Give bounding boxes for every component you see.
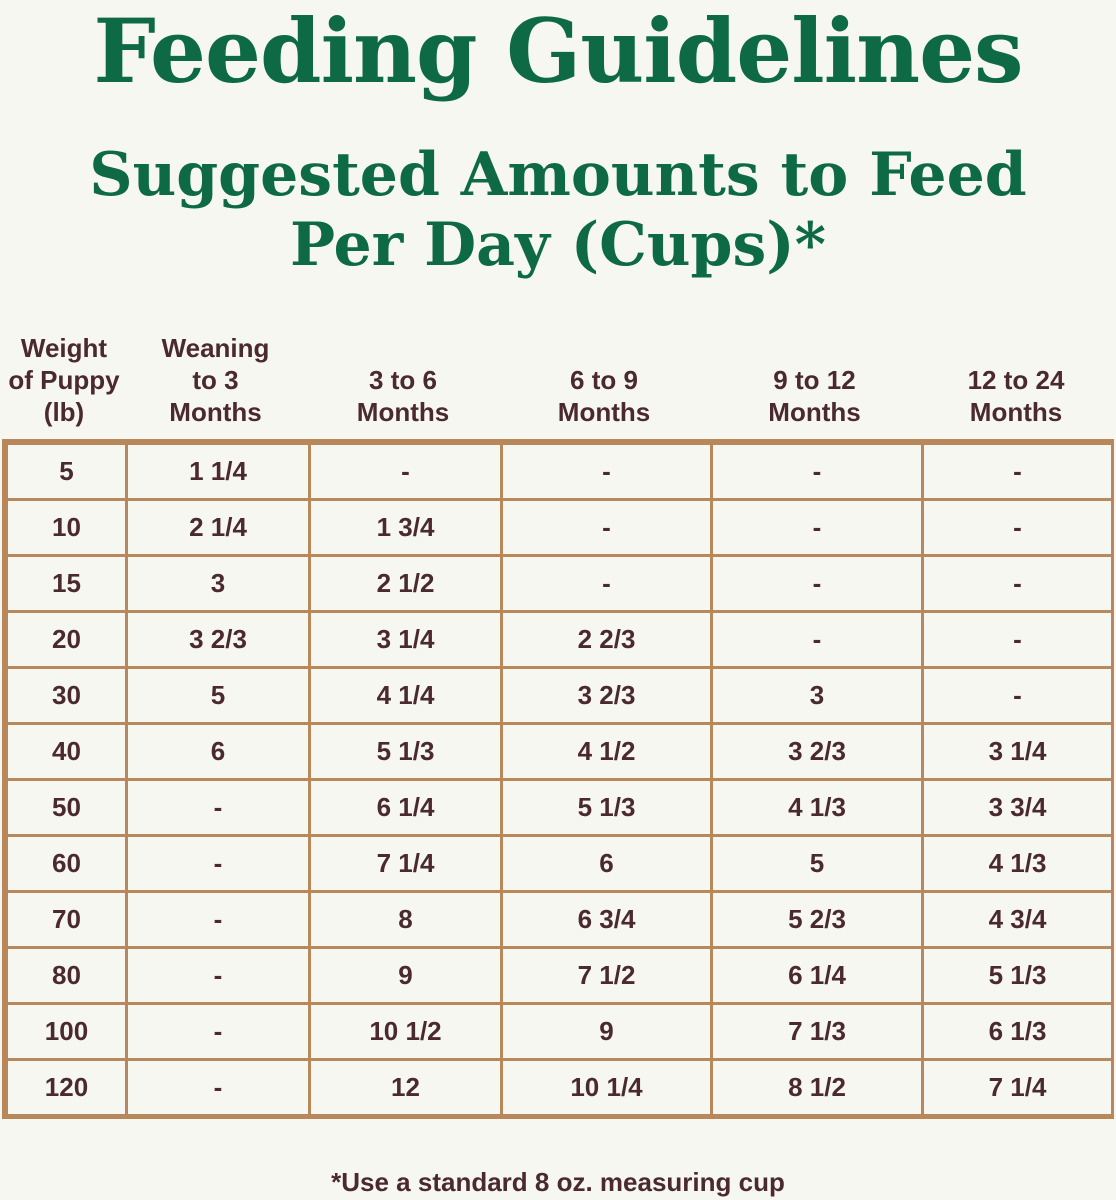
table-cell-3-to-6-months: 1 3/4: [310, 500, 502, 556]
feeding-table-grid: [5, 442, 1114, 1117]
table-cell-6-to-9-months: -: [502, 444, 712, 500]
table-row: [7, 780, 1113, 836]
table-row: [7, 836, 1113, 892]
table-cell-6-to-9-months: 7 1/2: [502, 948, 712, 1004]
table-row: [7, 892, 1113, 948]
table-cell-9-to-12-months: 3 2/3: [712, 724, 923, 780]
table-cell-weaning-to-3-months: -: [127, 836, 310, 892]
table-cell-weaning-to-3-months: -: [127, 892, 310, 948]
table-cell-weight: 20: [7, 612, 127, 668]
table-cell-12-to-24-months: 3 1/4: [923, 724, 1113, 780]
table-cell-weight: 80: [7, 948, 127, 1004]
table-cell-weight: 100: [7, 1004, 127, 1060]
table-cell-3-to-6-months: 9: [310, 948, 502, 1004]
table-cell-3-to-6-months: 5 1/3: [310, 724, 502, 780]
table-cell-12-to-24-months: 4 1/3: [923, 836, 1113, 892]
page-subtitle: [0, 140, 1116, 280]
table-cell-9-to-12-months: 3: [712, 668, 923, 724]
table-cell-9-to-12-months: 8 1/2: [712, 1060, 923, 1116]
table-cell-3-to-6-months: 10 1/2: [310, 1004, 502, 1060]
table-cell-weaning-to-3-months: 3 2/3: [127, 612, 310, 668]
table-header-row: [4, 324, 1112, 436]
table-cell-6-to-9-months: 6: [502, 836, 712, 892]
table-body: [7, 444, 1113, 1116]
table-row: [7, 948, 1113, 1004]
table-cell-weight: 15: [7, 556, 127, 612]
footnote: *Use a standard 8 oz. measuring cup: [331, 1167, 785, 1197]
table-cell-6-to-9-months: 5 1/3: [502, 780, 712, 836]
table-cell-12-to-24-months: 7 1/4: [923, 1060, 1113, 1116]
subtitle-line-1: Suggested Amounts to Feed: [89, 140, 1027, 210]
column-header-3-to-6-months: 3 to 6 Months: [356, 365, 450, 427]
table-cell-6-to-9-months: 9: [502, 1004, 712, 1060]
table-cell-3-to-6-months: 6 1/4: [310, 780, 502, 836]
table-cell-weaning-to-3-months: 5: [127, 668, 310, 724]
table-cell-3-to-6-months: 7 1/4: [310, 836, 502, 892]
table-cell-weaning-to-3-months: 6: [127, 724, 310, 780]
table-cell-9-to-12-months: 5 2/3: [712, 892, 923, 948]
table-cell-3-to-6-months: 4 1/4: [310, 668, 502, 724]
table-row: [7, 556, 1113, 612]
table-cell-9-to-12-months: 6 1/4: [712, 948, 923, 1004]
table-cell-12-to-24-months: -: [923, 612, 1113, 668]
table-cell-weight: 5: [7, 444, 127, 500]
table-cell-3-to-6-months: 8: [310, 892, 502, 948]
table-cell-9-to-12-months: 4 1/3: [712, 780, 923, 836]
column-header-weaning-to-3-months: Weaning to 3 Months: [161, 333, 270, 427]
table-cell-3-to-6-months: 2 1/2: [310, 556, 502, 612]
table-cell-6-to-9-months: -: [502, 500, 712, 556]
column-header-12-to-24-months: 12 to 24 Months: [967, 365, 1065, 427]
table-row: [7, 612, 1113, 668]
column-header-9-to-12-months: 9 to 12 Months: [768, 365, 861, 427]
table-cell-9-to-12-months: -: [712, 500, 923, 556]
table-row: [7, 668, 1113, 724]
table-cell-6-to-9-months: 10 1/4: [502, 1060, 712, 1116]
table-cell-12-to-24-months: 4 3/4: [923, 892, 1113, 948]
feeding-table: [2, 439, 1114, 1119]
table-cell-weight: 70: [7, 892, 127, 948]
table-row: [7, 444, 1113, 500]
table-cell-3-to-6-months: 12: [310, 1060, 502, 1116]
table-cell-weight: 120: [7, 1060, 127, 1116]
table-cell-6-to-9-months: 4 1/2: [502, 724, 712, 780]
column-header-6-to-9-months: 6 to 9 Months: [557, 365, 651, 427]
table-cell-weaning-to-3-months: 2 1/4: [127, 500, 310, 556]
table-cell-weaning-to-3-months: 3: [127, 556, 310, 612]
table-cell-6-to-9-months: 6 3/4: [502, 892, 712, 948]
table-row: [7, 1060, 1113, 1116]
table-cell-6-to-9-months: 2 2/3: [502, 612, 712, 668]
table-cell-12-to-24-months: -: [923, 668, 1113, 724]
table-cell-6-to-9-months: 3 2/3: [502, 668, 712, 724]
table-cell-weaning-to-3-months: -: [127, 1004, 310, 1060]
table-cell-3-to-6-months: 3 1/4: [310, 612, 502, 668]
table-cell-weight: 10: [7, 500, 127, 556]
subtitle-line-2: Per Day (Cups)*: [289, 210, 827, 280]
table-cell-12-to-24-months: -: [923, 556, 1113, 612]
page-title: Feeding Guidelines: [93, 0, 1023, 103]
table-cell-weaning-to-3-months: 1 1/4: [127, 444, 310, 500]
table-cell-12-to-24-months: 3 3/4: [923, 780, 1113, 836]
table-cell-weaning-to-3-months: -: [127, 948, 310, 1004]
table-cell-weight: 40: [7, 724, 127, 780]
table-cell-3-to-6-months: -: [310, 444, 502, 500]
table-cell-weaning-to-3-months: -: [127, 780, 310, 836]
table-cell-12-to-24-months: -: [923, 444, 1113, 500]
table-cell-weaning-to-3-months: -: [127, 1060, 310, 1116]
table-cell-6-to-9-months: -: [502, 556, 712, 612]
table-cell-9-to-12-months: -: [712, 556, 923, 612]
table-row: [7, 1004, 1113, 1060]
table-cell-12-to-24-months: 5 1/3: [923, 948, 1113, 1004]
table-cell-12-to-24-months: 6 1/3: [923, 1004, 1113, 1060]
table-cell-weight: 60: [7, 836, 127, 892]
table-cell-9-to-12-months: -: [712, 612, 923, 668]
table-cell-9-to-12-months: 5: [712, 836, 923, 892]
table-cell-weight: 30: [7, 668, 127, 724]
table-cell-weight: 50: [7, 780, 127, 836]
table-cell-12-to-24-months: -: [923, 500, 1113, 556]
table-row: [7, 500, 1113, 556]
table-row: [7, 724, 1113, 780]
table-cell-9-to-12-months: -: [712, 444, 923, 500]
column-header-weight: Weight of Puppy (lb): [8, 333, 120, 427]
table-cell-9-to-12-months: 7 1/3: [712, 1004, 923, 1060]
